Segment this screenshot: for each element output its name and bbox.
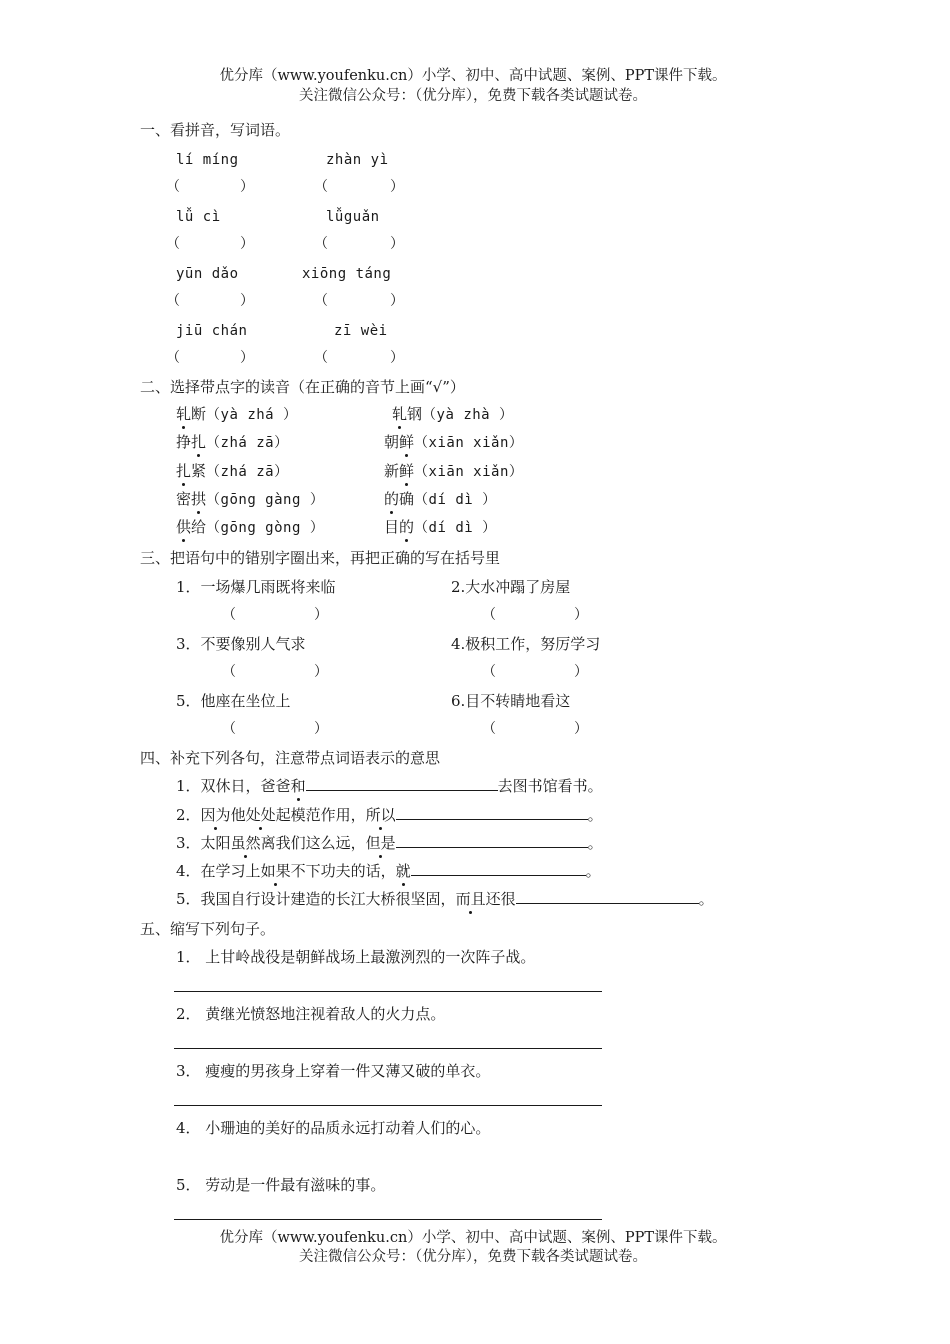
complete-sentence-3: 3．太阳虽然离我们这么远，但是 。	[176, 834, 603, 852]
answer-bracket-close: ）	[314, 664, 328, 680]
answer-bracket-close: ）	[240, 179, 254, 195]
reading-item: 朝鲜（xiān xiǎn）	[384, 433, 524, 451]
answer-bracket-open: （	[166, 236, 180, 252]
header-line-2: 关注微信公众号：（优分库），免费下载各类试题试卷。	[299, 88, 647, 104]
typo-item-6: 6.目不转睛地看这	[451, 692, 571, 710]
typo-item-1: 1．一场爆几雨既将来临	[176, 578, 336, 596]
shorten-sentence-5: 5． 劳动是一件最有滋味的事。	[176, 1176, 386, 1194]
pinyin-1-1: lí míng	[176, 152, 239, 168]
dotted-char: 扎	[191, 433, 207, 451]
dotted-word: 就	[395, 862, 411, 880]
reading-item: 密拱（gōng gàng ）	[176, 490, 325, 508]
reading-item: 新鲜（xiān xiǎn）	[384, 462, 524, 480]
shorten-sentence-2: 2． 黄继光愤怒地注视着敌人的火力点。	[176, 1005, 446, 1023]
pinyin-2-2: lǚguǎn	[326, 209, 380, 225]
fill-blank[interactable]	[516, 888, 699, 904]
reading-item: 轧断（yà zhá ）	[176, 405, 298, 423]
pinyin-4-1: jiū chán	[176, 323, 248, 339]
answer-bracket-open: （	[314, 293, 328, 309]
answer-bracket-open: （	[222, 721, 236, 737]
dotted-word: 所以	[365, 806, 396, 824]
typo-item-3: 3．不要像别人气求	[176, 635, 306, 653]
answer-line[interactable]	[174, 1219, 602, 1220]
footer-line-2: 关注微信公众号：（优分库），免费下载各类试题试卷。	[299, 1249, 647, 1265]
section-1-title: 一、看拼音，写词语。	[140, 121, 291, 139]
fill-blank[interactable]	[396, 832, 588, 848]
footer-line-1: 优分库（www.youfenku.cn）小学、初中、高中试题、案例、PPT课件下载。	[219, 1230, 727, 1246]
section-2-title: 二、选择带点字的读音（在正确的音节上画“√”）	[140, 378, 465, 396]
typo-item-4: 4.极积工作，努厉学习	[451, 635, 601, 653]
dotted-char: 的	[399, 518, 415, 536]
answer-bracket-close: ）	[390, 179, 404, 195]
answer-bracket-open: （	[166, 293, 180, 309]
header-line-1: 优分库（www.youfenku.cn）小学、初中、高中试题、案例、PPT课件下载。	[219, 68, 727, 84]
pinyin-3-2: xiōng táng	[302, 266, 392, 282]
answer-bracket-open: （	[314, 350, 328, 366]
fill-blank[interactable]	[396, 804, 588, 820]
reading-item: 挣扎（zhá zā）	[176, 433, 289, 451]
dotted-word: 如果	[260, 862, 291, 880]
answer-bracket-close: ）	[390, 293, 404, 309]
shorten-sentence-4: 4． 小珊迪的美好的品质永远打动着人们的心。	[176, 1119, 491, 1137]
answer-bracket-open: （	[314, 179, 328, 195]
dotted-char: 鲜	[399, 433, 415, 451]
answer-bracket-open: （	[314, 236, 328, 252]
dotted-word: 处处	[245, 806, 276, 824]
answer-line[interactable]	[174, 1105, 602, 1106]
pinyin-3-1: yūn dǎo	[176, 266, 239, 282]
answer-bracket-close: ）	[314, 721, 328, 737]
reading-item: 供给（gōng gòng ）	[176, 518, 325, 536]
dotted-char: 轧	[392, 405, 408, 423]
answer-line[interactable]	[174, 991, 602, 992]
fill-blank[interactable]	[411, 860, 586, 876]
reading-item: 目的（dí dì ）	[384, 518, 497, 536]
pinyin-2-1: lǚ cì	[176, 209, 221, 225]
answer-bracket-open: （	[222, 607, 236, 623]
answer-bracket-open: （	[166, 350, 180, 366]
answer-bracket-open: （	[482, 664, 496, 680]
answer-bracket-close: ）	[240, 236, 254, 252]
answer-bracket-close: ）	[574, 664, 588, 680]
dotted-char: 轧	[176, 405, 192, 423]
section-4-title: 四、补充下列各句，注意带点词语表示的意思	[140, 749, 441, 767]
answer-bracket-close: ）	[314, 607, 328, 623]
reading-item: 轧钢（yà zhà ）	[392, 405, 514, 423]
pinyin-4-2: zī wèi	[334, 323, 388, 339]
answer-bracket-open: （	[166, 179, 180, 195]
dotted-char: 拱	[191, 490, 207, 508]
answer-bracket-close: ）	[240, 350, 254, 366]
dotted-char: 供	[176, 518, 192, 536]
typo-item-5: 5．他座在坐位上	[176, 692, 291, 710]
reading-item: 的确（dí dì ）	[384, 490, 497, 508]
complete-sentence-5: 5．我国自行设计建造的长江大桥很坚固，而且还很 。	[176, 890, 714, 908]
dotted-char: 鲜	[399, 462, 415, 480]
answer-bracket-open: （	[222, 664, 236, 680]
answer-bracket-close: ）	[574, 607, 588, 623]
pinyin-1-2: zhàn yì	[326, 152, 389, 168]
dotted-char: 扎	[176, 462, 192, 480]
section-5-title: 五、缩写下列句子。	[140, 920, 276, 938]
dotted-word: 而且	[455, 890, 486, 908]
answer-line[interactable]	[174, 1048, 602, 1049]
answer-bracket-close: ）	[390, 350, 404, 366]
dotted-word: 和	[290, 777, 306, 795]
answer-bracket-close: ）	[240, 293, 254, 309]
answer-bracket-close: ）	[574, 721, 588, 737]
shorten-sentence-3: 3． 瘦瘦的男孩身上穿着一件又薄又破的单衣。	[176, 1062, 491, 1080]
dotted-char: 的	[384, 490, 400, 508]
dotted-word: 因为	[200, 806, 231, 824]
complete-sentence-4: 4．在学习上如果不下功夫的话，就 。	[176, 862, 601, 880]
reading-item: 扎紧（zhá zā）	[176, 462, 289, 480]
shorten-sentence-1: 1． 上甘岭战役是朝鲜战场上最激洌烈的一次阵子战。	[176, 948, 536, 966]
dotted-word: 虽然	[230, 834, 261, 852]
answer-bracket-close: ）	[390, 236, 404, 252]
dotted-word: 但是	[365, 834, 396, 852]
typo-item-2: 2.大水冲蹋了房屋	[451, 578, 571, 596]
fill-blank[interactable]	[306, 775, 498, 791]
section-3-title: 三、把语句中的错别字圈出来，再把正确的写在括号里	[140, 549, 501, 567]
complete-sentence-2: 2．因为他处处起模范作用，所以 。	[176, 806, 603, 824]
answer-bracket-open: （	[482, 721, 496, 737]
answer-bracket-open: （	[482, 607, 496, 623]
complete-sentence-1: 1．双休日，爸爸和 去图书馆看书。	[176, 777, 603, 795]
